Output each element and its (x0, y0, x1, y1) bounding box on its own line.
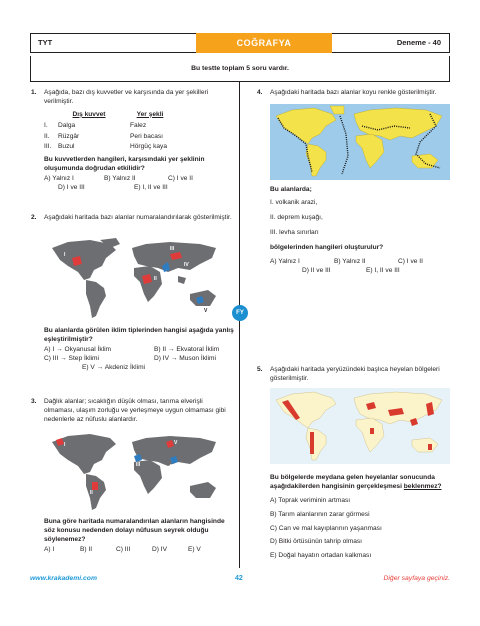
question-4-body (270, 186, 450, 276)
row-force: Rüzgâr (58, 132, 80, 140)
row-number: III. (44, 143, 52, 151)
table-header: Yer şekli (136, 110, 164, 118)
tectonic-world-map (270, 104, 450, 180)
question-prompt-text: Bu bölgelerde meydana gelen heyelanlar sonucunda aşağıdakilerden hangisinin gerçekleşmesi (270, 474, 435, 490)
row-number: I. (44, 121, 48, 129)
map-label-i: I (64, 442, 66, 448)
page-number: 42 (235, 575, 243, 582)
question-prompt: Bu kuvvetlerden hangileri, karşısındaki yer şeklinin oluşumunda doğrudan etkilidir? (44, 156, 205, 173)
option-d[interactable]: D) II ve III (302, 267, 331, 275)
map-label-iv: IV (170, 464, 175, 470)
option-e[interactable]: E) I, II ve III (134, 184, 168, 192)
climate-world-map (50, 236, 228, 324)
option-b[interactable]: B) Yalnız II (334, 258, 366, 266)
question-stem: Dağlık alanlar; sıcaklığın düşük olması, tarıma elverişli olmaması, ulaşım zorluğu ve yerleşmeye uygun olmaması gibi nedenlerle az nüfuslu alanlardır. (44, 398, 226, 423)
option-a[interactable]: A) Yalnız I (44, 175, 74, 183)
forces-table (44, 110, 180, 154)
option-e[interactable]: E) Doğal hayatın ortadan kalkması (270, 552, 372, 560)
option-b[interactable]: B) II (80, 545, 93, 553)
question-prompt-emphasis: beklenmez? (403, 482, 442, 490)
question-prompt (270, 474, 450, 492)
row-force: Buzul (58, 143, 75, 151)
option-c[interactable]: C) III → Step İklimi (44, 354, 99, 362)
question-3 (31, 398, 232, 425)
test-info: Bu testte toplam 5 soru vardır. (30, 56, 450, 82)
question-number: 2. (31, 214, 37, 221)
table-row (44, 121, 180, 132)
question-prompt: Bu alanlarda görülen iklim tiplerinden hangisi aşağıda yanlış eşleştirilmiştir? (44, 327, 234, 343)
map-label-v: V (204, 308, 208, 314)
list-item: II. deprem kuşağı, (270, 213, 323, 221)
option-d[interactable]: D) IV (152, 545, 168, 553)
landslide-world-map (270, 388, 450, 464)
option-b[interactable]: B) II → Ekvatoral İklim (154, 345, 220, 353)
question-number: 3. (31, 398, 37, 405)
question-5 (257, 366, 450, 384)
question-2-body (44, 327, 234, 372)
option-d[interactable]: D) I ve III (58, 184, 85, 192)
question-stem: Aşağıda, bazı dış kuvvetler ve karşısında da yer şekilleri verilmiştir. (44, 89, 209, 105)
question-5-body (270, 474, 450, 561)
question-1 (31, 89, 232, 193)
population-world-map (50, 432, 228, 512)
option-e[interactable]: E) V (188, 545, 201, 553)
question-prompt: bölgelerinden hangileri oluşturulur? (270, 243, 384, 251)
list-item: I. volkanik arazi, (270, 198, 318, 206)
test-number: Deneme - 40 (396, 37, 441, 47)
map-label-ii: II (90, 490, 93, 496)
question-lead: Bu alanlarda; (270, 186, 312, 193)
page-header (30, 33, 450, 53)
option-d[interactable]: D) IV → Muson İklimi (154, 354, 216, 362)
table-row (44, 142, 180, 153)
map-label-v: V (174, 440, 178, 446)
map-label-iii: III (170, 246, 175, 252)
row-landform: Falez (130, 121, 147, 129)
option-c[interactable]: C) I ve II (168, 175, 193, 183)
row-force: Dalga (58, 121, 76, 129)
question-prompt: Buna göre haritada numaralandırılan alanların hangisinde söz konusu nedenden dolayı nüfusun seyrek olduğu söylenemez? (44, 518, 225, 543)
map-label-iv: IV (184, 262, 189, 268)
next-page-note: Diğer sayfaya geçiniz. (383, 575, 450, 582)
option-e[interactable]: E) I, II ve III (366, 267, 400, 275)
map-label-ii: II (154, 276, 157, 282)
row-landform: Peri bacası (130, 132, 163, 140)
question-2 (31, 214, 232, 223)
map-label-i: I (64, 252, 66, 258)
row-number: II. (44, 132, 50, 140)
question-stem: Aşağıdaki haritada bazı alanlar numaralandırılarak gösterilmiştir. (44, 214, 232, 221)
option-b[interactable]: B) Yalnız II (104, 175, 136, 183)
list-item: III. levha sınırları (270, 228, 319, 236)
question-stem: Aşağıdaki haritada bazı alanlar koyu renkle gösterilmiştir. (270, 89, 437, 96)
website-link[interactable]: www.krakademi.com (30, 575, 97, 582)
option-a[interactable]: A) Yalnız I (270, 258, 300, 266)
column-divider (239, 82, 240, 568)
exam-label: TYT (38, 37, 53, 47)
option-b[interactable]: B) Tarım alanlarının zarar görmesi (270, 510, 370, 518)
option-c[interactable]: C) I ve II (398, 258, 423, 266)
question-number: 1. (31, 89, 37, 96)
table-row (44, 132, 180, 143)
map-label-iii: III (136, 462, 141, 468)
option-a[interactable]: A) Toprak veriminin artması (270, 496, 351, 504)
option-c[interactable]: C) Can ve mal kayıplarının yaşanması (270, 524, 382, 532)
question-4 (257, 89, 450, 98)
question-number: 5. (257, 366, 263, 373)
question-number: 4. (257, 89, 263, 96)
question-3-body (44, 518, 232, 555)
row-landform: Hörgüç kaya (130, 143, 168, 151)
option-c[interactable]: C) III (116, 545, 131, 553)
table-header: Dış kuvvet (72, 110, 106, 118)
question-stem: Aşağıdaki haritada yeryüzündeki başlıca heyelan bölgeleri gösterilmiştir. (270, 366, 440, 382)
subject-title: COĞRAFYA (196, 33, 332, 53)
option-a[interactable]: A) I (44, 545, 55, 553)
option-a[interactable]: A) I → Okyanusal İklim (44, 345, 112, 353)
option-e[interactable]: E) V → Akdeniz İklimi (82, 363, 146, 371)
logo-badge: FY (232, 305, 248, 321)
option-d[interactable]: D) Bitki örtüsünün tahrip olması (270, 538, 362, 546)
